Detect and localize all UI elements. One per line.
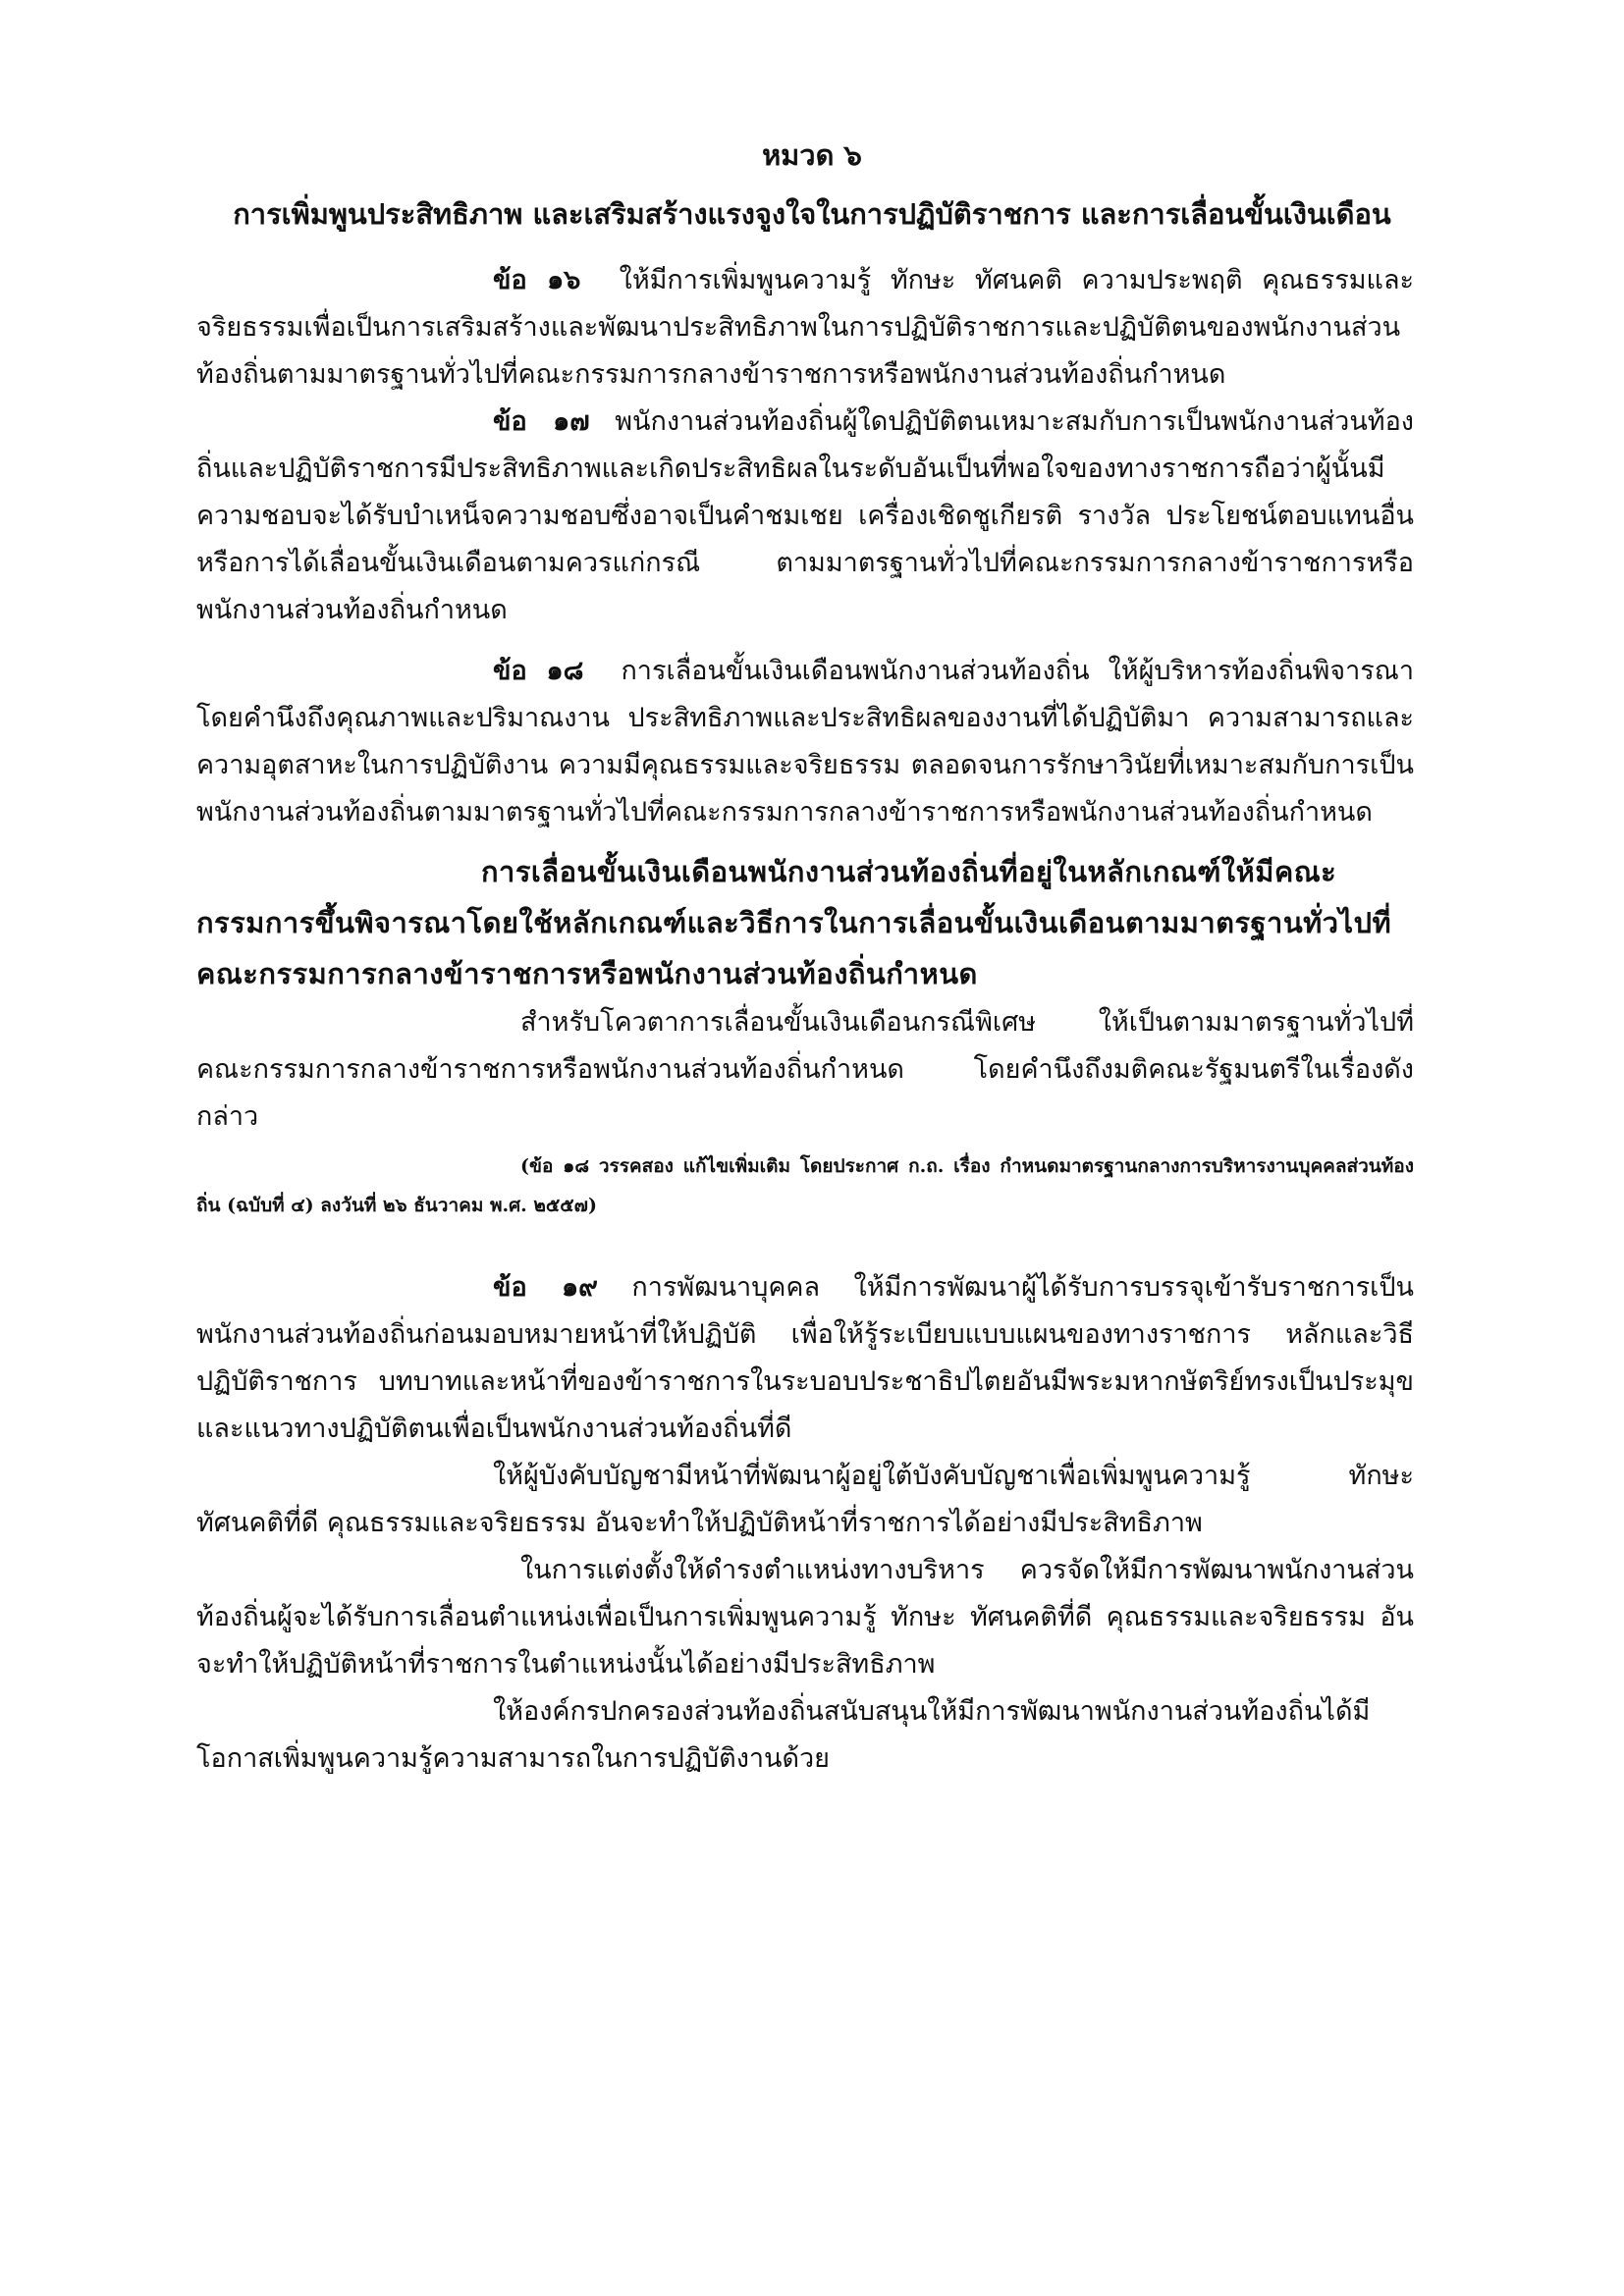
article-19-text: การพัฒนาบุคคล ให้มีการพัฒนาผู้ได้รับการบรรจุเข้ารับราชการเป็นพนักงานส่วนท้องถิ่นก่อนมอบหมายหน้าที่ให้ปฏิบัติ เพื่อให้รู้ระเบียบแบบแผนของทางราชการ หลักและวิธีปฏิบัติราชการ บทบาทและหน้าที่ของข้าราชการในระบอบประชาธิปไตยอันมีพระมหากษัตริย์ทรงเป็นประมุข และแนวทางปฏิบัติตนเพื่อเป็นพนักงานส่วนท้องถิ่นที่ดี — [196, 1272, 1414, 1444]
article-19-number: ข้อ ๑๙ — [493, 1272, 598, 1303]
amendment-note-text: (ข้อ ๑๘ วรรคสอง แก้ไขเพิ่มเติม โดยประกาศ ก.ถ. เรื่อง กำหนดมาตรฐานกลางการบริหารงานบุคคลส่วนท้องถิ่น (ฉบับที่ ๔) ลงวันที่ ๒๖ ธันวาคม พ.ศ. ๒๕๕๗) — [196, 1155, 1414, 1216]
article-19-paragraph-2: ให้ผู้บังคับบัญชามีหน้าที่พัฒนาผู้อยู่ใต้บังคับบัญชาเพื่อเพิ่มพูนความรู้ ทักษะ ทัศนคติที่ดี คุณธรรมและจริยธรรม อันจะทำให้ปฏิบัติหน้าที่ราชการได้อย่างมีประสิทธิภาพ — [196, 1461, 1414, 1538]
article-19 — [196, 1264, 1414, 1453]
article-18 — [196, 648, 1414, 836]
article-19-paragraph-3: ในการแต่งตั้งให้ดำรงตำแหน่งทางบริหาร ควรจัดให้มีการพัฒนาพนักงานส่วนท้องถิ่นผู้จะได้รับการเลื่อนตำแหน่งเพื่อเป็นการเพิ่มพูนความรู้ ทักษะ ทัศนคติที่ดี คุณธรรมและจริยธรรม อันจะทำให้ปฏิบัติหน้าที่ราชการในตำแหน่งนั้นได้อย่างมีประสิทธิภาพ — [196, 1555, 1414, 1680]
article-18-number: ข้อ ๑๘ — [493, 656, 584, 686]
article-17 — [196, 399, 1414, 634]
article-18-text: การเลื่อนขั้นเงินเดือนพนักงานส่วนท้องถิ่น ให้ผู้บริหารท้องถิ่นพิจารณาโดยคำนึงถึงคุณภาพและปริมาณงาน ประสิทธิภาพและประสิทธิผลของงานที่ได้ปฏิบัติมา ความสามารถและความอุตสาหะในการปฏิบัติงาน ความมีคุณธรรมและจริยธรรม ตลอดจนการรักษาวินัยที่เหมาะสมกับการเป็นพนักงานส่วนท้องถิ่นตามมาตรฐานทั่วไปที่คณะกรรมการกลางข้าราชการหรือพนักงานส่วนท้องถิ่นกำหนด — [196, 656, 1414, 828]
article-16-text: ให้มีการเพิ่มพูนความรู้ ทักษะ ทัศนคติ ความประพฤติ คุณธรรมและจริยธรรมเพื่อเป็นการเสริมสร้างและพัฒนาประสิทธิภาพในการปฏิบัติราชการและปฏิบัติตนของพนักงานส่วนท้องถิ่นตามมาตรฐานทั่วไปที่คณะกรรมการกลางข้าราชการหรือพนักงานส่วนท้องถิ่นกำหนด — [196, 265, 1414, 390]
article-19-paragraph-4: ให้องค์กรปกครองส่วนท้องถิ่นสนับสนุนให้มีการพัฒนาพนักงานส่วนท้องถิ่นได้มีโอกาสเพิ่มพูนความรู้ความสามารถในการปฏิบัติงานด้วย — [196, 1696, 1371, 1774]
chapter-title: การเพิ่มพูนประสิทธิภาพ และเสริมสร้างแรงจูงใจในการปฏิบัติราชการ และการเลื่อนขั้นเงินเดือน — [233, 197, 1391, 231]
article-18-amendment-note — [196, 1147, 1414, 1225]
article-16-number: ข้อ ๑๖ — [493, 265, 581, 295]
document-body — [196, 257, 1414, 1783]
article-18-bold-paragraph — [196, 846, 1414, 999]
article-17-text: พนักงานส่วนท้องถิ่นผู้ใดปฏิบัติตนเหมาะสมกับการเป็นพนักงานส่วนท้องถิ่นและปฏิบัติราชการมีประสิทธิภาพและเกิดประสิทธิผลในระดับอันเป็นที่พอใจของทางราชการถือว่าผู้นั้นมีความชอบจะได้รับบำเหน็จความชอบซึ่งอาจเป็นคำชมเชย เครื่องเชิดชูเกียรติ รางวัล ประโยชน์ตอบแทนอื่น หรือการได้เลื่อนขั้นเงินเดือนตามควรแก่กรณี ตามมาตรฐานทั่วไปที่คณะกรรมการกลางข้าราชการหรือพนักงานส่วนท้องถิ่นกำหนด — [196, 406, 1414, 625]
article-17-number: ข้อ ๑๗ — [493, 406, 590, 437]
article-18-special-paragraph: สำหรับโควตาการเลื่อนขั้นเงินเดือนกรณีพิเศษ ให้เป็นตามมาตรฐานทั่วไปที่คณะกรรมการกลางข้าราชการหรือพนักงานส่วนท้องถิ่นกำหนด โดยคำนึงถึงมติคณะรัฐมนตรีในเรื่องดังกล่าว — [196, 1007, 1414, 1132]
article-16 — [196, 257, 1414, 399]
chapter-number: หมวด ๖ — [762, 138, 862, 172]
article-18-bold-text: การเลื่อนขั้นเงินเดือนพนักงานส่วนท้องถิ่นที่อยู่ในหลักเกณฑ์ให้มีคณะกรรมการขึ้นพิจารณาโดยใช้หลักเกณฑ์และวิธีการในการเลื่อนขั้นเงินเดือนตามมาตรฐานทั่วไปที่คณะกรรมการกลางข้าราชการหรือพนักงานส่วนท้องถิ่นกำหนด — [196, 855, 1392, 990]
